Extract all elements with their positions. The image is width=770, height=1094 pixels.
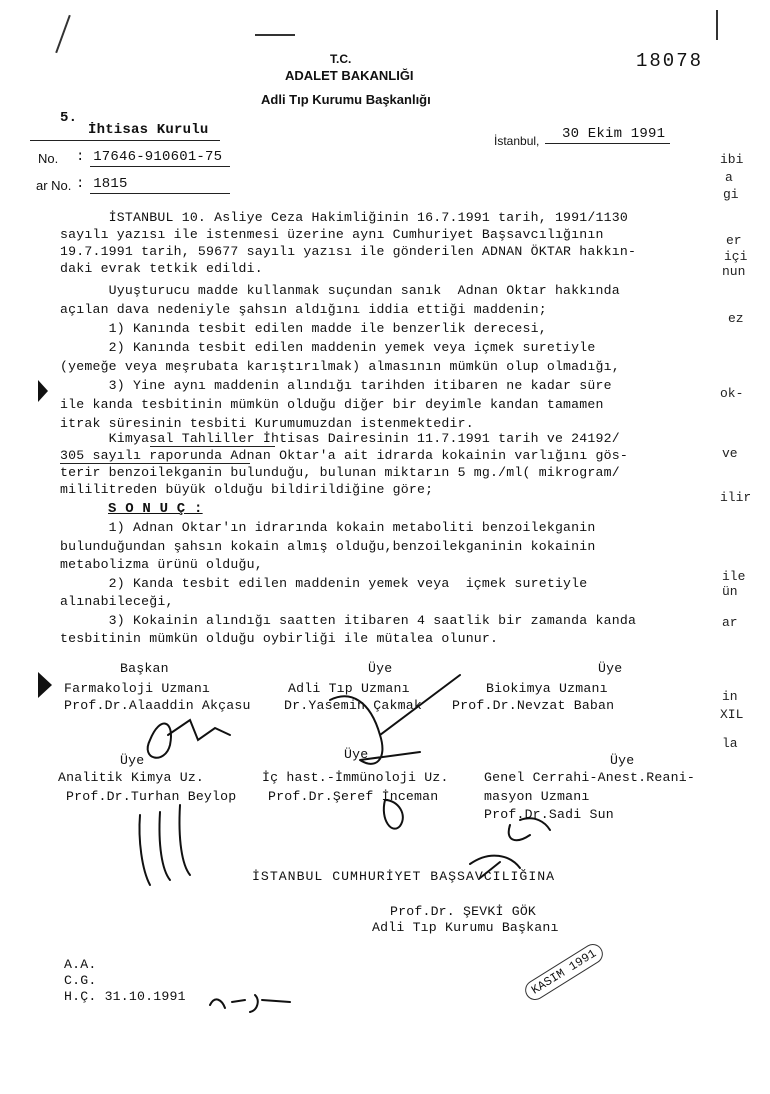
body-line: 1) Kanında tesbit edilen madde ile benzerlik derecesi, — [60, 321, 547, 336]
margin-fragment: ve — [722, 446, 738, 461]
margin-fragment: ilir — [720, 490, 752, 505]
scan-artifact — [255, 34, 295, 36]
body-line: mililitreden büyük olduğu bildirildiğine göre; — [60, 482, 434, 497]
document-number: 18078 — [636, 50, 704, 72]
margin-fragment: XIL — [720, 707, 744, 722]
signatory-role: Üye — [368, 661, 393, 676]
body-line: terir benzoilekganin bulunduğu, bulunan miktarın 5 mg./ml( mikrogram/ — [60, 465, 620, 480]
chief-signer-title: Adli Tıp Kurumu Başkanı — [372, 920, 559, 935]
body-line: 3) Yine aynı maddenin alındığı tarihden itibaren ne kadar süre — [60, 378, 612, 393]
signatory-title: Farmakoloji Uzmanı — [64, 681, 211, 696]
signatory-title-continued: masyon Uzmanı — [484, 789, 590, 804]
conclusion-line: bulunduğundan şahsın kokain almış olduğu,benzoilekganinin kokainin — [60, 538, 596, 554]
body-line: Uyuşturucu madde kullanmak suçundan sanık Adnan Oktar hakkında — [60, 283, 620, 298]
body-line: Kimyasal Tahliller İhtisas Dairesinin 11.7.1991 tarih ve 24192/ — [60, 431, 620, 446]
margin-fragment: la — [722, 736, 738, 751]
signatory-title: Adli Tıp Uzmanı — [288, 681, 410, 696]
signatory-role: Üye — [610, 753, 635, 768]
body-line: açılan dava nedeniyle şahsın aldığını iddia ettiği maddenin; — [60, 302, 547, 317]
conclusion-line: tesbitinin mümkün olduğu oybirliği ile mütalea olunur. — [60, 631, 499, 646]
karar-no-value: : 1815 — [76, 176, 128, 192]
ministry-heading: ADALET BAKANLIĞI — [285, 68, 414, 83]
body-line: (yemeğe veya meşrubata karıştırılmak) almasının mümkün olup olmadığı, — [60, 359, 620, 374]
no-label: No. — [38, 151, 59, 166]
signatory-title: İç hast.-İmmünoloji Uz. — [262, 770, 449, 785]
conclusion-line: 1) Adnan Oktar'ın idrarında kokain metaboliti benzoilekganin — [60, 520, 596, 535]
conclusion-line: 3) Kokainin alındığı saatten itibaren 4 saatlik bir zamanda kanda — [60, 612, 637, 628]
body-line: daki evrak tetkik edildi. — [60, 261, 263, 276]
document-date: 30 Ekim 1991 — [562, 126, 666, 142]
signatory-role: Üye — [344, 747, 369, 762]
signatory-name: Prof.Dr.Turhan Beylop — [66, 789, 237, 804]
margin-fragment: a — [725, 170, 733, 185]
body-line: sayılı yazısı ile istenmesi üzerine aynı Cumhuriyet Başsavcılığının — [60, 227, 604, 242]
margin-fragment: ez — [728, 311, 744, 326]
received-stamp: KASIM 1991 — [521, 940, 606, 1004]
margin-fragment: içi — [724, 249, 748, 264]
city-label: İstanbul, — [494, 134, 540, 148]
signatory-name: Prof.Dr.Şeref İnceman — [268, 789, 439, 804]
margin-fragment: ar — [722, 615, 738, 630]
conclusion-line: metabolizma ürünü olduğu, — [60, 557, 263, 572]
margin-fragment: er — [726, 233, 742, 248]
signatory-role: Üye — [120, 753, 145, 768]
scan-artifact — [716, 10, 718, 40]
signatory-title: Analitik Kimya Uz. — [58, 770, 205, 785]
signatory-role: Üye — [598, 661, 623, 676]
signatory-name: Prof.Dr.Alaaddin Akçasu — [64, 698, 251, 713]
initials-line: C.G. — [64, 973, 97, 988]
signatory-name: Dr.Yasemin Çakmak — [284, 698, 422, 713]
committee-name: İhtisas Kurulu — [88, 122, 209, 138]
margin-fragment: ile — [722, 569, 746, 584]
institution-heading: Adli Tıp Kurumu Başkanlığı — [261, 92, 431, 107]
country-heading: T.C. — [330, 52, 352, 66]
karar-no-label: ar No. — [36, 178, 72, 193]
body-line: itrak süresinin tesbiti Kurumumuzdan istenmektedir. — [60, 416, 474, 431]
body-line: ile kanda tesbitinin mümkün olduğu diğer bir deyimle kandan tamamen — [60, 397, 604, 412]
body-line: 305 sayılı raporunda Adnan Oktar'a ait idrarda kokainin varlığını gös- — [60, 448, 628, 463]
chief-signer-name: Prof.Dr. ŞEVKİ GÖK — [390, 904, 537, 919]
body-line: 19.7.1991 tarih, 59677 sayılı yazısı ile gönderilen ADNAN ÖKTAR hakkın- — [60, 244, 637, 259]
initials-line: H.Ç. 31.10.1991 — [64, 989, 186, 1004]
signatory-name: Prof.Dr.Sadi Sun — [484, 807, 614, 822]
conclusion-line: alınabileceği, — [60, 594, 174, 609]
margin-fragment: ün — [722, 584, 738, 599]
margin-fragment: nun — [722, 264, 746, 279]
conclusion-line: 2) Kanda tesbit edilen maddenin yemek veya içmek suretiyle — [60, 575, 588, 591]
margin-fragment: in — [722, 689, 738, 704]
initials-line: A.A. — [64, 957, 97, 972]
signatory-title: Biokimya Uzmanı — [486, 681, 608, 696]
body-line: 2) Kanında tesbit edilen maddenin yemek veya içmek suretiyle — [60, 340, 596, 355]
margin-fragment: gi — [723, 187, 739, 202]
margin-fragment: ibi — [720, 152, 744, 167]
signatory-role: Başkan — [120, 661, 169, 676]
no-value: : 17646-910601-75 — [76, 149, 223, 165]
signatory-title: Genel Cerrahi-Anest.Reani- — [484, 770, 695, 785]
body-line: İSTANBUL 10. Asliye Ceza Hakimliğinin 16.7.1991 tarih, 1991/1130 — [60, 210, 628, 225]
margin-fragment: ok- — [720, 386, 744, 401]
signatory-name: Prof.Dr.Nevzat Baban — [452, 698, 615, 713]
conclusion-heading: S O N U Ç : — [108, 501, 203, 517]
addressee: İSTANBUL CUMHURİYET BAŞSAVCILIĞINA — [252, 869, 556, 884]
committee-number: 5. — [60, 110, 78, 126]
